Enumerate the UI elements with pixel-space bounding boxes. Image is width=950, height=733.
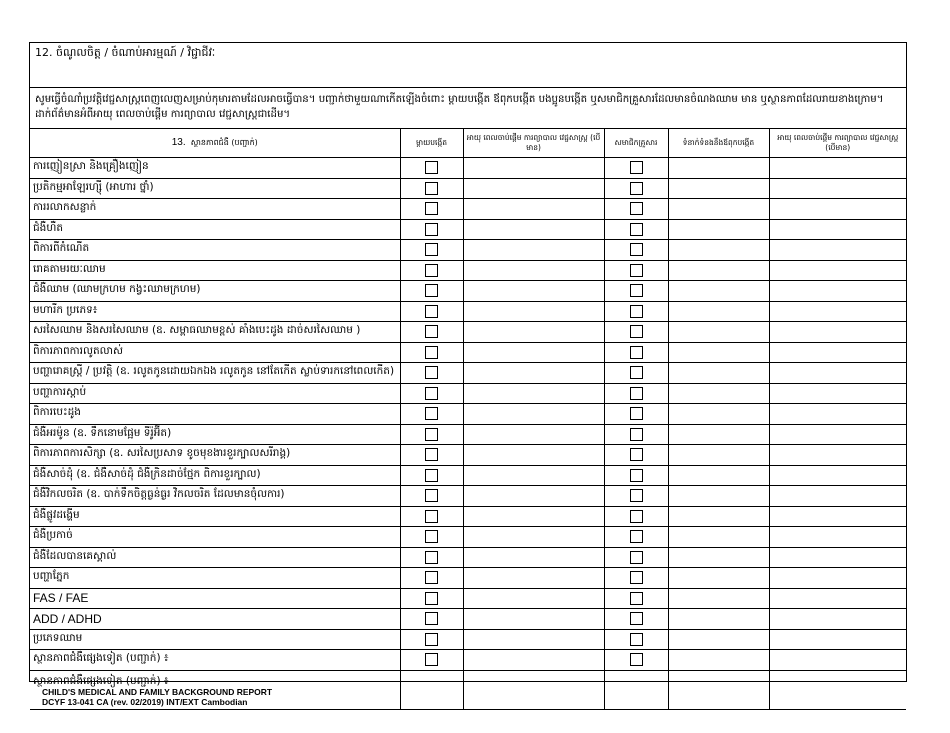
- condition-row: [30, 588, 906, 609]
- condition-label: បញ្ហារោគស្ត្រី / ប្រវត្តិ (ឧ. រលូតកូនដោយឯកឯង រលូតកូន នៅតែកើត ស្លាប់ទារកនៅពេលកើត): [30, 363, 400, 384]
- family-member-cell: [604, 547, 668, 568]
- family-member-checkbox[interactable]: [630, 346, 643, 359]
- age-onset-2-field: [769, 650, 906, 671]
- birth-parent-2-field[interactable]: [668, 199, 769, 220]
- birth-parent-2-field[interactable]: [668, 506, 769, 527]
- family-member-cell: [604, 506, 668, 527]
- family-member-checkbox[interactable]: [630, 469, 643, 482]
- age-onset-1-field[interactable]: [463, 506, 604, 527]
- birth-parent-1-checkbox[interactable]: [425, 530, 438, 543]
- family-member-cell: [604, 260, 668, 281]
- birth-parent-1-checkbox[interactable]: [425, 653, 438, 666]
- age-onset-1-field[interactable]: [463, 629, 604, 650]
- table-header-row: [30, 129, 906, 158]
- family-member-cell: [604, 363, 668, 384]
- birth-parent-1-cell: [400, 445, 463, 466]
- birth-parent-2-field[interactable]: [668, 424, 769, 445]
- family-member-cell: [604, 629, 668, 650]
- age-onset-1-field[interactable]: [463, 342, 604, 363]
- family-member-checkbox[interactable]: [630, 407, 643, 420]
- birth-parent-1-checkbox[interactable]: [425, 264, 438, 277]
- age-onset-1-field[interactable]: [463, 383, 604, 404]
- instructions-line-1: សូមធ្វើចំណាំប្រវត្តិវេជ្ជសាស្ត្រពេញលេញសម្រាប់កុមារតាមដែលអាចធ្វើបាន។ បញ្ជាក់ថាមួយណាកើតឡើងចំពោះ ម្តាយបង្កើត ឪពុកបង្កើត បងប្អូនបង្កើត ឬសមាជិកគ្រួសារដែលមានចំណងឈាម មាន ឬស្ថានភាពដែលរាយខាងក្រោម។: [35, 94, 884, 105]
- instructions: [30, 88, 906, 128]
- age-onset-2-field: [769, 486, 906, 507]
- age-onset-1-field[interactable]: [463, 240, 604, 261]
- birth-parent-1-cell: [400, 568, 463, 589]
- other-condition-cell[interactable]: [400, 670, 463, 709]
- condition-label: ជំងឺឈាម (ឈាមក្រហម កង្វះឈាមក្រហម): [30, 281, 400, 302]
- age-onset-2-field: [769, 465, 906, 486]
- age-onset-2-field: [769, 383, 906, 404]
- birth-parent-1-checkbox[interactable]: [425, 612, 438, 625]
- age-onset-1-field[interactable]: [463, 178, 604, 199]
- birth-parent-2-field[interactable]: [668, 301, 769, 322]
- birth-parent-2-field[interactable]: [668, 527, 769, 548]
- birth-parent-1-checkbox[interactable]: [425, 448, 438, 461]
- family-member-cell: [604, 404, 668, 425]
- other-condition-cell[interactable]: [604, 670, 668, 709]
- condition-row: [30, 363, 906, 384]
- birth-parent-2-field[interactable]: [668, 219, 769, 240]
- birth-parent-2-field[interactable]: [668, 178, 769, 199]
- condition-label: ពិការភាពការលូតលាស់: [30, 342, 400, 363]
- family-member-cell: [604, 199, 668, 220]
- birth-parent-1-checkbox[interactable]: [425, 325, 438, 338]
- age-onset-2-field: [769, 219, 906, 240]
- age-onset-1-field[interactable]: [463, 445, 604, 466]
- condition-row: [30, 547, 906, 568]
- family-member-cell: [604, 424, 668, 445]
- birth-parent-2-field[interactable]: [668, 588, 769, 609]
- condition-label: ជំងឺហឺត: [30, 219, 400, 240]
- age-onset-2-field: [769, 547, 906, 568]
- birth-parent-1-cell: [400, 404, 463, 425]
- age-onset-2-field: [769, 424, 906, 445]
- birth-parent-1-checkbox[interactable]: [425, 633, 438, 646]
- medical-background-form: [29, 42, 907, 687]
- birth-parent-1-cell: [400, 486, 463, 507]
- condition-row: [30, 609, 906, 630]
- age-onset-2-field: [769, 240, 906, 261]
- family-member-checkbox[interactable]: [630, 161, 643, 174]
- family-member-checkbox[interactable]: [630, 305, 643, 318]
- age-onset-2-field: [769, 609, 906, 630]
- other-condition-label: ស្ថានភាពជំងឺផ្សេងទៀត (បញ្ជាក់) ៖: [30, 670, 400, 709]
- birth-parent-1-cell: [400, 178, 463, 199]
- condition-row: [30, 445, 906, 466]
- family-member-checkbox[interactable]: [630, 387, 643, 400]
- condition-label: ជំងឺផ្លូវដង្ហើម: [30, 506, 400, 527]
- age-onset-2-field: [769, 506, 906, 527]
- condition-label: ពិការភាពការសិក្សា (ឧ. សរសៃប្រសាទ ខូចមុខងារខួរក្បាលសរីរាង្គ): [30, 445, 400, 466]
- age-onset-2-field: [769, 629, 906, 650]
- family-member-checkbox[interactable]: [630, 653, 643, 666]
- condition-label: ប្រភេទឈាម: [30, 629, 400, 650]
- age-onset-1-field[interactable]: [463, 609, 604, 630]
- family-member-checkbox[interactable]: [630, 612, 643, 625]
- birth-parent-1-cell: [400, 609, 463, 630]
- condition-label: ការញៀនស្រា និងគ្រឿងញៀន: [30, 158, 400, 179]
- birth-parent-2-field[interactable]: [668, 260, 769, 281]
- other-condition-cell[interactable]: [463, 670, 604, 709]
- header-birth-parent-2: ទំនាក់ទំនងនឹងឪពុកបង្កើត: [668, 129, 769, 158]
- age-onset-1-field[interactable]: [463, 650, 604, 671]
- birth-parent-2-field[interactable]: [668, 322, 769, 343]
- condition-row: [30, 465, 906, 486]
- birth-parent-2-field[interactable]: [668, 383, 769, 404]
- birth-parent-2-field[interactable]: [668, 486, 769, 507]
- condition-label: ជំងឺសាច់ដុំ (ឧ. ជំងឺសាច់ដុំ ជំងឺក្រិនដាច់ថ្មែក ពិការខួរក្បាល): [30, 465, 400, 486]
- condition-label: មហារីក ប្រភេទ៖: [30, 301, 400, 322]
- age-onset-2-field: [769, 260, 906, 281]
- condition-label: សរសៃឈាម និងសរសៃឈាម (ឧ. សម្ពាធឈាមខ្ពស់ គាំងបេះដូង ដាច់សរសៃឈាម ): [30, 322, 400, 343]
- condition-row: [30, 240, 906, 261]
- condition-row: [30, 629, 906, 650]
- header-condition: 13. ស្ថានភាពជំងឺ (បញ្ជាក់): [30, 129, 400, 158]
- birth-parent-1-checkbox[interactable]: [425, 305, 438, 318]
- condition-row: [30, 383, 906, 404]
- age-onset-1-field[interactable]: [463, 301, 604, 322]
- age-onset-2-field: [769, 527, 906, 548]
- hobbies-occupation-label: 12. ចំណូលចិត្ត / ចំណាប់អារម្មណ៍ / វិជ្ជាជីវៈ: [35, 46, 216, 59]
- family-member-checkbox[interactable]: [630, 571, 643, 584]
- family-member-checkbox[interactable]: [630, 551, 643, 564]
- age-onset-1-field[interactable]: [463, 568, 604, 589]
- condition-row: [30, 199, 906, 220]
- family-member-checkbox[interactable]: [630, 284, 643, 297]
- age-onset-1-field[interactable]: [463, 363, 604, 384]
- family-member-checkbox[interactable]: [630, 510, 643, 523]
- birth-parent-1-cell: [400, 650, 463, 671]
- condition-row: [30, 424, 906, 445]
- family-member-checkbox[interactable]: [630, 592, 643, 605]
- birth-parent-2-field[interactable]: [668, 363, 769, 384]
- birth-parent-1-checkbox[interactable]: [425, 510, 438, 523]
- family-member-cell: [604, 322, 668, 343]
- birth-parent-2-field[interactable]: [668, 547, 769, 568]
- birth-parent-1-cell: [400, 629, 463, 650]
- form-number: DCYF 13-041 CA (rev. 02/2019) INT/EXT Cambodian: [42, 697, 248, 707]
- condition-row: [30, 650, 906, 671]
- birth-parent-1-cell: [400, 281, 463, 302]
- family-member-checkbox[interactable]: [630, 325, 643, 338]
- birth-parent-1-cell: [400, 363, 463, 384]
- birth-parent-1-checkbox[interactable]: [425, 489, 438, 502]
- header-family-member: សមាជិកគ្រួសារ: [604, 129, 668, 158]
- age-onset-1-field[interactable]: [463, 424, 604, 445]
- condition-label: ការរលាកសន្លាក់: [30, 199, 400, 220]
- age-onset-2-field: [769, 178, 906, 199]
- birth-parent-1-checkbox[interactable]: [425, 161, 438, 174]
- birth-parent-1-cell: [400, 260, 463, 281]
- family-member-checkbox[interactable]: [630, 530, 643, 543]
- condition-row: [30, 404, 906, 425]
- family-member-cell: [604, 609, 668, 630]
- birth-parent-1-checkbox[interactable]: [425, 284, 438, 297]
- birth-parent-1-cell: [400, 158, 463, 179]
- age-onset-1-field[interactable]: [463, 158, 604, 179]
- birth-parent-1-checkbox[interactable]: [425, 428, 438, 441]
- condition-label: ជំងឺអរម៉ូន (ឧ. ទឹកនោមផ្អែម ទីរ៉ូអ៊ីត): [30, 424, 400, 445]
- condition-label: ជំងឺដែលបានគេស្គាល់: [30, 547, 400, 568]
- birth-parent-1-checkbox[interactable]: [425, 223, 438, 236]
- birth-parent-1-checkbox[interactable]: [425, 571, 438, 584]
- birth-parent-1-checkbox[interactable]: [425, 366, 438, 379]
- condition-row: [30, 260, 906, 281]
- age-onset-2-field: [769, 158, 906, 179]
- age-onset-1-field[interactable]: [463, 199, 604, 220]
- birth-parent-1-checkbox[interactable]: [425, 346, 438, 359]
- condition-row: [30, 178, 906, 199]
- birth-parent-2-field[interactable]: [668, 281, 769, 302]
- family-member-checkbox[interactable]: [630, 223, 643, 236]
- condition-label: ជំងឺវិកលចរិត (ឧ. បាក់ទឹកចិត្តធ្ងន់ធ្ងរ វិកលចរិត ដែលមានចុំលការ): [30, 486, 400, 507]
- age-onset-2-field: [769, 301, 906, 322]
- age-onset-1-field[interactable]: [463, 588, 604, 609]
- condition-row: [30, 568, 906, 589]
- family-member-cell: [604, 281, 668, 302]
- birth-parent-1-cell: [400, 342, 463, 363]
- condition-label: ស្ថានភាពជំងឺផ្សេងទៀត (បញ្ជាក់) ៖: [30, 650, 400, 671]
- age-onset-2-field: [769, 445, 906, 466]
- family-member-checkbox[interactable]: [630, 182, 643, 195]
- birth-parent-2-field[interactable]: [668, 568, 769, 589]
- condition-row: [30, 486, 906, 507]
- age-onset-1-field[interactable]: [463, 404, 604, 425]
- family-member-cell: [604, 650, 668, 671]
- family-member-cell: [604, 158, 668, 179]
- age-onset-1-field[interactable]: [463, 486, 604, 507]
- family-member-checkbox[interactable]: [630, 448, 643, 461]
- condition-row: [30, 301, 906, 322]
- family-history-table: [30, 128, 906, 710]
- birth-parent-1-cell: [400, 424, 463, 445]
- age-onset-1-field[interactable]: [463, 260, 604, 281]
- birth-parent-1-cell: [400, 383, 463, 404]
- birth-parent-2-field[interactable]: [668, 465, 769, 486]
- other-condition-cell[interactable]: [769, 670, 906, 709]
- family-member-cell: [604, 342, 668, 363]
- condition-row: [30, 342, 906, 363]
- age-onset-1-field[interactable]: [463, 547, 604, 568]
- birth-parent-2-field[interactable]: [668, 629, 769, 650]
- birth-parent-1-cell: [400, 322, 463, 343]
- age-onset-2-field: [769, 342, 906, 363]
- family-member-cell: [604, 178, 668, 199]
- family-member-cell: [604, 465, 668, 486]
- family-member-checkbox[interactable]: [630, 202, 643, 215]
- birth-parent-2-field[interactable]: [668, 158, 769, 179]
- condition-label: ពិការបេះដូង: [30, 404, 400, 425]
- family-member-checkbox[interactable]: [630, 243, 643, 256]
- birth-parent-1-checkbox[interactable]: [425, 182, 438, 195]
- age-onset-1-field[interactable]: [463, 322, 604, 343]
- family-member-cell: [604, 240, 668, 261]
- birth-parent-1-checkbox[interactable]: [425, 202, 438, 215]
- age-onset-1-field[interactable]: [463, 281, 604, 302]
- family-member-checkbox[interactable]: [630, 366, 643, 379]
- condition-label: ជំងឺប្រកាច់: [30, 527, 400, 548]
- birth-parent-1-cell: [400, 527, 463, 548]
- header-birth-parent-1: ម្តាយបង្កើត: [400, 129, 463, 158]
- birth-parent-1-checkbox[interactable]: [425, 243, 438, 256]
- condition-label: FAS / FAE: [30, 588, 400, 609]
- family-member-cell: [604, 568, 668, 589]
- family-member-cell: [604, 527, 668, 548]
- form-footer: [42, 687, 272, 707]
- family-member-checkbox[interactable]: [630, 633, 643, 646]
- age-onset-2-field: [769, 363, 906, 384]
- family-member-checkbox[interactable]: [630, 264, 643, 277]
- family-member-cell: [604, 588, 668, 609]
- condition-label: បញ្ហាការស្តាប់: [30, 383, 400, 404]
- birth-parent-2-field[interactable]: [668, 445, 769, 466]
- family-member-checkbox[interactable]: [630, 489, 643, 502]
- condition-label: ADD / ADHD: [30, 609, 400, 630]
- age-onset-2-field: [769, 281, 906, 302]
- header-age-onset-2: អាយុ ពេលចាប់ផ្តើម ការព្យាបាល វេជ្ជសាស្ត្រ (បើមាន): [769, 129, 906, 158]
- age-onset-2-field: [769, 199, 906, 220]
- condition-label: ពិការពីកំណើត: [30, 240, 400, 261]
- header-age-onset-1: អាយុ ពេលចាប់ផ្តើម ការព្យាបាល វេជ្ជសាស្ត្រ (បើមាន): [463, 129, 604, 158]
- condition-row: [30, 506, 906, 527]
- condition-row: [30, 281, 906, 302]
- birth-parent-1-checkbox[interactable]: [425, 592, 438, 605]
- birth-parent-2-field[interactable]: [668, 342, 769, 363]
- birth-parent-1-checkbox[interactable]: [425, 387, 438, 400]
- age-onset-1-field[interactable]: [463, 465, 604, 486]
- birth-parent-1-checkbox[interactable]: [425, 469, 438, 482]
- family-member-cell: [604, 301, 668, 322]
- condition-label: បញ្ហាភ្នែក: [30, 568, 400, 589]
- other-condition-cell[interactable]: [668, 670, 769, 709]
- family-member-cell: [604, 383, 668, 404]
- family-member-cell: [604, 445, 668, 466]
- age-onset-2-field: [769, 568, 906, 589]
- age-onset-2-field: [769, 322, 906, 343]
- condition-row: [30, 322, 906, 343]
- birth-parent-1-cell: [400, 219, 463, 240]
- birth-parent-1-checkbox[interactable]: [425, 407, 438, 420]
- birth-parent-1-checkbox[interactable]: [425, 551, 438, 564]
- condition-row: [30, 527, 906, 548]
- instructions-line-2: ដាក់ព័ត៌មានអំពីអាយុ ពេលចាប់ផ្តើម ការព្យាបាល វេជ្ជសាស្ត្រជាដើម។: [35, 109, 291, 120]
- birth-parent-2-field[interactable]: [668, 609, 769, 630]
- condition-label: ប្រតិកម្មអាឡែរហ្ស៊ី (អាហារ ថ្នាំ): [30, 178, 400, 199]
- age-onset-1-field[interactable]: [463, 527, 604, 548]
- birth-parent-1-cell: [400, 465, 463, 486]
- age-onset-2-field: [769, 404, 906, 425]
- form-title: CHILD'S MEDICAL AND FAMILY BACKGROUND REPORT: [42, 687, 273, 697]
- condition-row: [30, 158, 906, 179]
- birth-parent-1-cell: [400, 301, 463, 322]
- birth-parent-1-cell: [400, 547, 463, 568]
- age-onset-1-field[interactable]: [463, 219, 604, 240]
- birth-parent-1-cell: [400, 588, 463, 609]
- birth-parent-2-field[interactable]: [668, 650, 769, 671]
- family-member-checkbox[interactable]: [630, 428, 643, 441]
- family-member-cell: [604, 486, 668, 507]
- condition-label: រោគតាមរយៈឈាម: [30, 260, 400, 281]
- birth-parent-1-cell: [400, 506, 463, 527]
- birth-parent-1-cell: [400, 199, 463, 220]
- condition-row: [30, 219, 906, 240]
- birth-parent-2-field[interactable]: [668, 240, 769, 261]
- birth-parent-1-cell: [400, 240, 463, 261]
- hobbies-occupation-field[interactable]: [30, 43, 906, 88]
- age-onset-2-field: [769, 588, 906, 609]
- birth-parent-2-field[interactable]: [668, 404, 769, 425]
- family-member-cell: [604, 219, 668, 240]
